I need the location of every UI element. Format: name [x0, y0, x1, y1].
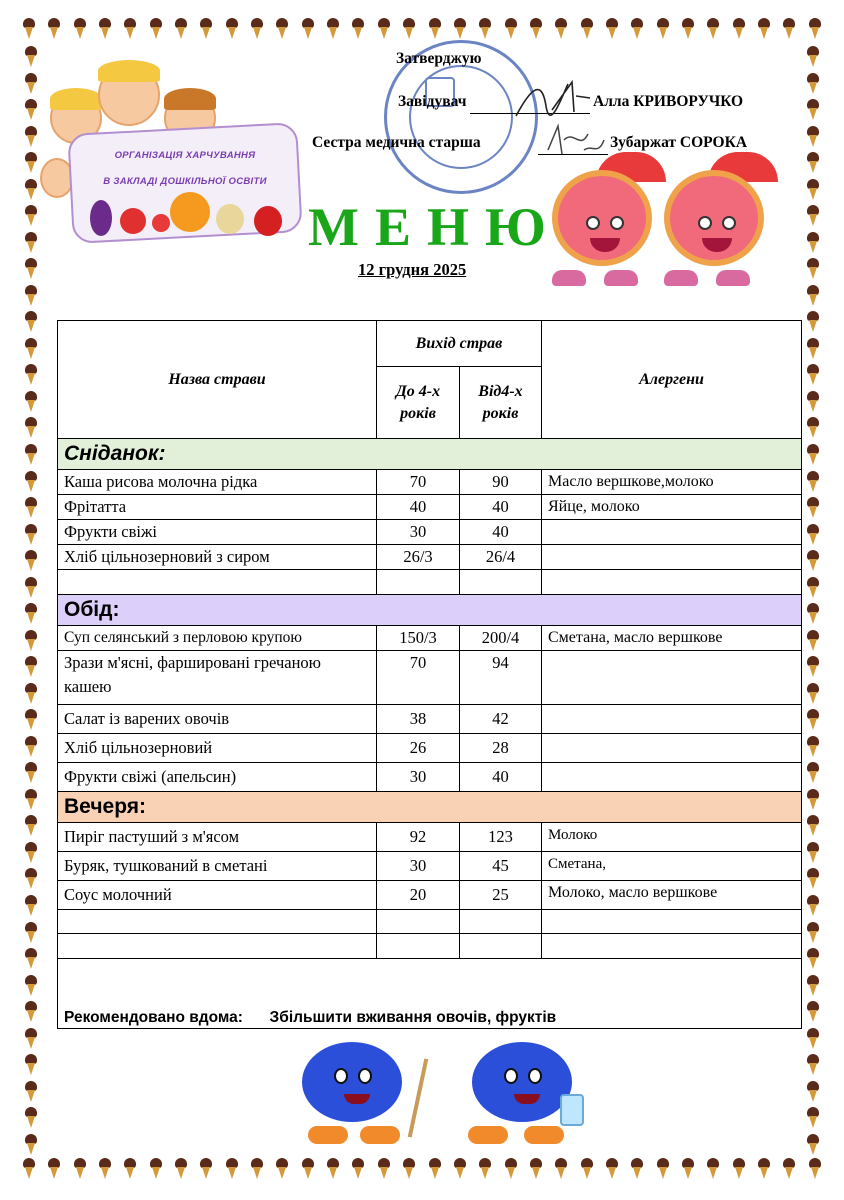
ice-cream-icon — [24, 126, 38, 148]
nurse-role: Сестра медична старша — [312, 134, 481, 151]
ice-cream-icon — [630, 1158, 644, 1180]
ice-cream-icon — [806, 1081, 820, 1103]
allergens — [542, 650, 802, 704]
ice-cream-icon — [806, 656, 820, 678]
right-border — [802, 46, 824, 1156]
blueberry-icon — [302, 1042, 402, 1122]
portion-under4: 26/3 — [377, 545, 460, 570]
ice-cream-icon — [24, 975, 38, 997]
ice-cream-icon — [24, 736, 38, 758]
portion-under4: 92 — [377, 822, 460, 851]
dish-name: Буряк, тушкований в сметані — [58, 851, 377, 880]
ice-cream-icon — [24, 258, 38, 280]
ice-cream-icon — [806, 975, 820, 997]
ice-cream-icon — [806, 762, 820, 784]
ice-cream-icon — [806, 497, 820, 519]
ice-cream-icon — [275, 1158, 289, 1180]
col-header-under4: До 4-х років — [377, 367, 460, 439]
ice-cream-icon — [24, 391, 38, 413]
ice-cream-icon — [24, 364, 38, 386]
ice-cream-icon — [806, 1028, 820, 1050]
ice-cream-icon — [402, 1158, 416, 1180]
ice-cream-icon — [806, 1054, 820, 1076]
ice-cream-icon — [806, 683, 820, 705]
portion-under4: 70 — [377, 470, 460, 495]
ice-cream-icon — [806, 126, 820, 148]
ice-cream-icon — [681, 1158, 695, 1180]
portion-under4: 38 — [377, 704, 460, 733]
ice-cream-icon — [73, 1158, 87, 1180]
menu-date: 12 грудня 2025 — [358, 260, 467, 279]
ice-cream-icon — [225, 1158, 239, 1180]
ice-cream-icon — [174, 18, 188, 40]
ice-cream-icon — [732, 1158, 746, 1180]
ice-cream-icon — [24, 1028, 38, 1050]
ice-cream-icon — [24, 524, 38, 546]
approved-label: Затверджую — [396, 50, 482, 67]
ice-cream-icon — [22, 18, 36, 40]
ice-cream-icon — [47, 1158, 61, 1180]
ice-cream-icon — [24, 868, 38, 890]
grapefruit-mascot — [660, 152, 780, 292]
table-row — [58, 880, 802, 909]
portion-over4: 45 — [460, 851, 542, 880]
ice-cream-icon — [24, 471, 38, 493]
ice-cream-icon — [806, 789, 820, 811]
menu-title: МЕНЮ — [308, 197, 562, 257]
head-role: Завідувач — [398, 93, 467, 110]
ice-cream-icon — [24, 709, 38, 731]
ice-cream-icon — [806, 895, 820, 917]
potato-icon — [216, 204, 244, 234]
recommendation-row — [58, 958, 802, 1028]
allergens — [542, 762, 802, 791]
ice-cream-icon — [24, 1001, 38, 1023]
ice-cream-icon — [24, 630, 38, 652]
ice-cream-icon — [24, 948, 38, 970]
table-row — [58, 625, 802, 650]
water-cup-icon — [560, 1094, 584, 1126]
eggplant-icon — [90, 200, 112, 236]
grapefruit-icon — [664, 170, 764, 266]
ice-cream-icon — [199, 1158, 213, 1180]
ice-cream-icon — [580, 1158, 594, 1180]
recommendation-label: Рекомендовано вдома: — [64, 1008, 243, 1026]
ice-cream-icon — [806, 46, 820, 68]
berry-icon — [152, 214, 170, 232]
allergens — [542, 520, 802, 545]
ice-cream-icon — [806, 948, 820, 970]
recommendation — [58, 958, 802, 1028]
blueberry-icon — [472, 1042, 572, 1122]
orange-icon — [170, 192, 210, 232]
ice-cream-icon — [24, 1134, 38, 1156]
ice-cream-icon — [806, 73, 820, 95]
walking-stick-icon — [408, 1058, 429, 1137]
ice-cream-icon — [605, 18, 619, 40]
ice-cream-icon — [326, 1158, 340, 1180]
ice-cream-icon — [24, 46, 38, 68]
ice-cream-icon — [24, 842, 38, 864]
ice-cream-icon — [808, 1158, 822, 1180]
ice-cream-icon — [402, 18, 416, 40]
ice-cream-icon — [149, 1158, 163, 1180]
portion-over4: 40 — [460, 520, 542, 545]
ice-cream-icon — [225, 18, 239, 40]
table-header-row — [58, 321, 802, 367]
ice-cream-icon — [806, 205, 820, 227]
portion-over4: 40 — [460, 762, 542, 791]
table-row — [58, 495, 802, 520]
portion-under4: 150/3 — [377, 625, 460, 650]
ice-cream-icon — [656, 1158, 670, 1180]
ice-cream-icon — [529, 1158, 543, 1180]
ice-cream-icon — [24, 99, 38, 121]
allergens: Молоко, масло вершкове — [542, 880, 802, 909]
table-row — [58, 733, 802, 762]
portion-over4: 123 — [460, 822, 542, 851]
portion-over4: 28 — [460, 733, 542, 762]
ice-cream-icon — [24, 1054, 38, 1076]
dish-name: Пиріг пастуший з м'ясом — [58, 822, 377, 851]
ice-cream-icon — [377, 1158, 391, 1180]
ice-cream-icon — [22, 1158, 36, 1180]
ice-cream-icon — [24, 73, 38, 95]
dish-name: Фрукти свіжі — [58, 520, 377, 545]
ice-cream-icon — [757, 18, 771, 40]
tomato-icon — [120, 208, 146, 234]
ice-cream-icon — [326, 18, 340, 40]
ice-cream-icon — [806, 1134, 820, 1156]
ice-cream-icon — [24, 285, 38, 307]
ice-cream-icon — [24, 311, 38, 333]
ice-cream-icon — [24, 603, 38, 625]
ice-cream-icon — [806, 709, 820, 731]
ice-cream-icon — [428, 18, 442, 40]
ice-cream-icon — [605, 1158, 619, 1180]
ice-cream-icon — [24, 895, 38, 917]
portion-under4: 30 — [377, 851, 460, 880]
ice-cream-icon — [806, 868, 820, 890]
ice-cream-icon — [806, 815, 820, 837]
ice-cream-icon — [806, 922, 820, 944]
ice-cream-icon — [73, 18, 87, 40]
ice-cream-icon — [24, 444, 38, 466]
ice-cream-icon — [351, 18, 365, 40]
bottom-border — [22, 1158, 822, 1182]
head-name: Алла КРИВОРУЧКО — [593, 93, 744, 110]
ice-cream-icon — [453, 18, 467, 40]
ice-cream-icon — [24, 762, 38, 784]
ice-cream-icon — [806, 99, 820, 121]
ice-cream-icon — [24, 683, 38, 705]
ice-cream-icon — [174, 1158, 188, 1180]
dish-name: Фрітатта — [58, 495, 377, 520]
ice-cream-icon — [478, 1158, 492, 1180]
ice-cream-icon — [706, 1158, 720, 1180]
ice-cream-icon — [806, 1107, 820, 1129]
empty-row — [58, 934, 802, 959]
ice-cream-icon — [806, 577, 820, 599]
ice-cream-icon — [806, 391, 820, 413]
dish-name: Суп селянський з перловою крупою — [58, 625, 377, 650]
allergens: Молоко — [542, 822, 802, 851]
grapefruit-icon — [552, 170, 652, 266]
portion-under4: 70 — [377, 650, 460, 704]
col-header-output: Вихід страв — [377, 321, 542, 367]
portion-over4: 94 — [460, 650, 542, 704]
section-title: Сніданок: — [58, 439, 802, 470]
ice-cream-icon — [504, 18, 518, 40]
nurse-name: Зубаржат СОРОКА — [610, 134, 748, 151]
dish-name: Салат із варених овочів — [58, 704, 377, 733]
portion-under4: 30 — [377, 762, 460, 791]
ice-cream-icon — [806, 630, 820, 652]
ice-cream-icon — [301, 18, 315, 40]
ice-cream-icon — [123, 1158, 137, 1180]
ice-cream-icon — [554, 18, 568, 40]
ice-cream-icon — [24, 232, 38, 254]
logo-text-line1: ОРГАНІЗАЦІЯ ХАРЧУВАННЯ — [114, 150, 256, 161]
section-title: Обід: — [58, 594, 802, 625]
section-title: Вечеря: — [58, 791, 802, 822]
table-row — [58, 851, 802, 880]
portion-under4: 30 — [377, 520, 460, 545]
ice-cream-icon — [24, 152, 38, 174]
ice-cream-icon — [806, 258, 820, 280]
pepper-icon — [254, 206, 282, 236]
ice-cream-icon — [808, 18, 822, 40]
portion-over4: 40 — [460, 495, 542, 520]
ice-cream-icon — [806, 179, 820, 201]
ice-cream-icon — [782, 18, 796, 40]
portion-over4: 25 — [460, 880, 542, 909]
ice-cream-icon — [250, 18, 264, 40]
ice-cream-icon — [782, 1158, 796, 1180]
blueberry-mascot — [452, 1038, 592, 1150]
ice-cream-icon — [453, 1158, 467, 1180]
ice-cream-icon — [580, 18, 594, 40]
top-border — [22, 18, 822, 42]
dish-name: Фрукти свіжі (апельсин) — [58, 762, 377, 791]
ice-cream-icon — [806, 471, 820, 493]
empty-row — [58, 909, 802, 934]
ice-cream-icon — [478, 18, 492, 40]
ice-cream-icon — [24, 656, 38, 678]
ice-cream-icon — [656, 18, 670, 40]
table-row — [58, 545, 802, 570]
ice-cream-icon — [24, 922, 38, 944]
ice-cream-icon — [529, 18, 543, 40]
ice-cream-icon — [199, 18, 213, 40]
portion-under4: 20 — [377, 880, 460, 909]
ice-cream-icon — [24, 179, 38, 201]
ice-cream-icon — [757, 1158, 771, 1180]
table-row — [58, 650, 802, 704]
portion-over4: 26/4 — [460, 545, 542, 570]
section-breakfast — [58, 439, 802, 470]
allergens: Сметана, масло вершкове — [542, 625, 802, 650]
ice-cream-icon — [806, 417, 820, 439]
menu-table — [57, 320, 802, 1029]
portion-over4: 42 — [460, 704, 542, 733]
ice-cream-icon — [250, 1158, 264, 1180]
ice-cream-icon — [24, 789, 38, 811]
logo-text-line2: В ЗАКЛАДІ ДОШКІЛЬНОЇ ОСВІТИ — [103, 176, 267, 187]
section-lunch — [58, 594, 802, 625]
ice-cream-icon — [554, 1158, 568, 1180]
ice-cream-icon — [24, 815, 38, 837]
recommendation-text: Збільшити вживання овочів, фруктів — [269, 1008, 557, 1026]
portion-under4: 26 — [377, 733, 460, 762]
ice-cream-icon — [24, 205, 38, 227]
dish-name: Хліб цільнозерновий з сиром — [58, 545, 377, 570]
ice-cream-icon — [24, 417, 38, 439]
ice-cream-icon — [275, 18, 289, 40]
allergens: Масло вершкове,молоко — [542, 470, 802, 495]
ice-cream-icon — [504, 1158, 518, 1180]
head-signature — [512, 76, 592, 124]
dish-name: Хліб цільнозерновий — [58, 733, 377, 762]
ice-cream-icon — [24, 1081, 38, 1103]
ice-cream-icon — [123, 18, 137, 40]
ice-cream-icon — [24, 577, 38, 599]
allergens: Яйце, молоко — [542, 495, 802, 520]
ice-cream-icon — [806, 550, 820, 572]
dish-name: Зрази м'ясні, фаршировані гречаною кашею — [58, 650, 377, 704]
ice-cream-icon — [47, 18, 61, 40]
ice-cream-icon — [806, 152, 820, 174]
allergens — [542, 733, 802, 762]
ice-cream-icon — [806, 311, 820, 333]
ice-cream-icon — [806, 736, 820, 758]
ice-cream-icon — [377, 18, 391, 40]
dish-name: Каша рисова молочна рідка — [58, 470, 377, 495]
ice-cream-icon — [806, 338, 820, 360]
allergens — [542, 545, 802, 570]
col-header-dish: Назва страви — [58, 321, 377, 439]
blueberry-mascot — [282, 1038, 422, 1150]
ice-cream-icon — [732, 18, 746, 40]
catering-logo — [40, 58, 300, 258]
ice-cream-icon — [24, 550, 38, 572]
ice-cream-icon — [806, 232, 820, 254]
table-row — [58, 470, 802, 495]
grapefruit-mascot — [548, 152, 668, 292]
ice-cream-icon — [806, 1001, 820, 1023]
ice-cream-icon — [24, 1107, 38, 1129]
left-border — [20, 46, 42, 1156]
ice-cream-icon — [806, 842, 820, 864]
table-row — [58, 520, 802, 545]
ice-cream-icon — [630, 18, 644, 40]
portion-over4: 200/4 — [460, 625, 542, 650]
ice-cream-icon — [149, 18, 163, 40]
ice-cream-icon — [806, 444, 820, 466]
ice-cream-icon — [351, 1158, 365, 1180]
ice-cream-icon — [806, 285, 820, 307]
ice-cream-icon — [806, 524, 820, 546]
portion-under4: 40 — [377, 495, 460, 520]
ice-cream-icon — [681, 18, 695, 40]
ice-cream-icon — [24, 338, 38, 360]
ice-cream-icon — [806, 603, 820, 625]
child-face-icon — [98, 64, 160, 126]
dish-name: Соус молочний — [58, 880, 377, 909]
ice-cream-icon — [98, 18, 112, 40]
ice-cream-icon — [706, 18, 720, 40]
col-header-over4: Від4-х років — [460, 367, 542, 439]
ice-cream-icon — [301, 1158, 315, 1180]
allergens: Сметана, — [542, 851, 802, 880]
table-row — [58, 704, 802, 733]
col-header-allergens: Алергени — [542, 321, 802, 439]
table-row — [58, 762, 802, 791]
allergens — [542, 704, 802, 733]
empty-row — [58, 570, 802, 595]
portion-over4: 90 — [460, 470, 542, 495]
table-row — [58, 822, 802, 851]
ice-cream-icon — [98, 1158, 112, 1180]
ice-cream-icon — [428, 1158, 442, 1180]
ice-cream-icon — [24, 497, 38, 519]
ice-cream-icon — [806, 364, 820, 386]
section-dinner — [58, 791, 802, 822]
